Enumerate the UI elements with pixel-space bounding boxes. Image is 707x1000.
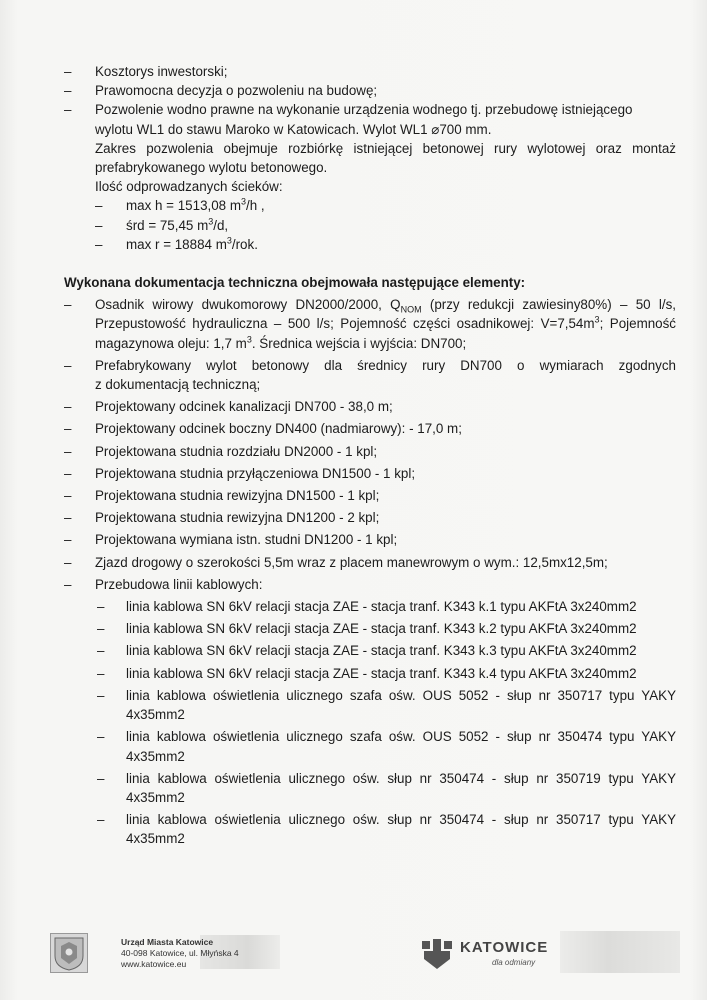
list-item: [64, 530, 676, 549]
dash-bullet: –: [64, 102, 72, 118]
permit-scope: Zakres pozwolenia obejmuje rozbiórkę istniejącej betonowej rury wylotowej oraz montaż prefabrykowanego wylotu betonowego.: [95, 140, 676, 176]
document-body: [64, 62, 676, 852]
superscript: 3: [208, 216, 214, 227]
list-item-text: Projektowany odcinek kanalizacji DN700 - 38,0 m;: [95, 399, 393, 415]
quantity-row: [64, 196, 676, 215]
dash-bullet: –: [64, 399, 72, 415]
cable-item-text: linia kablowa SN 6kV relacji stacja ZAE - stacja tranf. K343 k.4 typu AKFtA 3x240mm2: [126, 665, 637, 681]
wylot-line2: z dokumentacją techniczną;: [95, 377, 261, 393]
dash-bullet: –: [97, 770, 105, 786]
list-item-text: Przebudowa linii kablowych:: [95, 576, 263, 592]
cable-item-text: linia kablowa oświetlenia ulicznego ośw. słup nr 350474 - słup nr 350717 typu YAKY 4x35mm2: [126, 812, 676, 847]
dash-bullet: –: [95, 217, 103, 233]
list-item: [64, 508, 676, 527]
dash-bullet: –: [97, 812, 105, 828]
cable-item: [64, 641, 676, 660]
cable-item: [64, 727, 676, 765]
element-list: [64, 397, 676, 594]
dash-bullet: –: [97, 643, 105, 659]
list-item: [64, 575, 676, 594]
dash-bullet: –: [97, 599, 105, 615]
office-name: Urząd Miasta Katowice: [121, 937, 214, 947]
dash-bullet: –: [64, 421, 72, 437]
superscript: 3: [246, 334, 252, 345]
list-item: [64, 442, 676, 461]
dash-bullet: –: [64, 510, 72, 526]
cable-item-text: linia kablowa SN 6kV relacji stacja ZAE - stacja tranf. K343 k.2 typu AKFtA 3x240mm2: [126, 621, 637, 637]
quantity-label: Ilość odprowadzanych ścieków:: [95, 179, 283, 195]
katowice-logo-icon: [420, 937, 454, 971]
superscript: 3: [594, 314, 600, 325]
cable-item: [64, 769, 676, 807]
dash-bullet: –: [97, 665, 105, 681]
osadnik-text-a: Osadnik wirowy dwukomorowy DN2000/2000, Q: [95, 297, 401, 313]
cable-item-text: linia kablowa SN 6kV relacji stacja ZAE - stacja tranf. K343 k.1 typu AKFtA 3x240mm2: [126, 599, 637, 615]
list-item-text: Projektowana studnia rewizyjna DN1500 - 1 kpl;: [95, 488, 380, 504]
superscript: 3: [226, 235, 232, 246]
list-item: [64, 81, 676, 100]
dash-bullet: –: [97, 687, 105, 703]
list-item: [64, 553, 676, 572]
dash-bullet: –: [95, 198, 103, 214]
qmax-r-unit: /rok.: [231, 236, 258, 252]
superscript: 3: [241, 196, 247, 207]
dash-bullet: –: [64, 554, 72, 570]
list-item: [64, 62, 676, 81]
dash-bullet: –: [64, 83, 72, 99]
item-water-permit-line2: wylotu WL1 do stawu Maroko w Katowicach. Wylot WL1 ⌀700 mm.: [95, 121, 492, 137]
cable-item: [64, 597, 676, 616]
qsrd: śrd = 75,45 m: [126, 217, 209, 233]
list-item-text: Projektowana wymiana istn. studni DN1200 - 1 kpl;: [95, 532, 398, 548]
cable-item: [64, 686, 676, 724]
cable-item-text: linia kablowa oświetlenia ulicznego ośw. słup nr 350474 - słup nr 350719 typu YAKY 4x35mm2: [126, 770, 676, 805]
subscript-nom: NOM: [400, 304, 422, 315]
dash-bullet: –: [64, 465, 72, 481]
qmax-h-unit: /h ,: [246, 198, 265, 214]
list-item-text: Projektowana studnia przyłączeniowa DN1500 - 1 kpl;: [95, 465, 416, 481]
dash-bullet: –: [64, 488, 72, 504]
cable-item: [64, 664, 676, 683]
office-address-block: [121, 937, 239, 970]
dash-bullet: –: [95, 236, 103, 252]
list-item: [64, 419, 676, 438]
osadnik-text-c: ; Pojemność magazynowa oleju: 1,7 m: [95, 316, 677, 351]
dash-bullet: –: [64, 357, 72, 373]
brand-wordmark: KATOWICE: [460, 939, 549, 956]
section-heading: Wykonana dokumentacja techniczna obejmowała następujące elementy:: [64, 275, 526, 291]
qsrd-unit: /d,: [213, 217, 229, 233]
dash-bullet: –: [64, 576, 72, 592]
quantity-row: [64, 235, 676, 254]
dash-bullet: –: [64, 64, 72, 79]
dash-bullet: –: [64, 532, 72, 548]
quantity-row: [64, 216, 676, 235]
dash-bullet: –: [64, 443, 72, 459]
dash-bullet: –: [64, 297, 72, 313]
faded-stamp: [560, 931, 680, 973]
list-item: [64, 486, 676, 505]
list-item-osadnik: [64, 295, 676, 353]
list-item-text: Projektowana studnia rewizyjna DN1200 - 2 kpl;: [95, 510, 380, 526]
cable-item-text: linia kablowa oświetlenia ulicznego szafa ośw. OUS 5052 - słup nr 350717 typu YAKY 4x35mm2: [126, 687, 676, 723]
brand-tagline: dla odmiany: [492, 958, 536, 967]
office-address: 40-098 Katowice, ul. Młyńska 4: [121, 948, 239, 958]
item-water-permit-line1: Pozwolenie wodno prawne na wykonanie urządzenia wodnego tj. przebudowę istniejącego: [95, 102, 633, 118]
footer: [0, 925, 707, 1000]
office-web: www.katowice.eu: [121, 959, 187, 969]
cable-item-text: linia kablowa oświetlenia ulicznego szafa ośw. OUS 5052 - słup nr 350474 typu YAKY 4x35mm2: [126, 729, 676, 764]
dash-bullet: –: [97, 621, 105, 637]
list-item-text: Zjazd drogowy o szerokości 5,5m wraz z placem manewrowym o wym.: 12,5mx12,5m;: [95, 554, 608, 570]
osadnik-text-b: (przy redukcji zawiesiny80%) – 50 l/s, Przepustowość hydrauliczna – 500 l/s; Pojemność części osadnikowej: V=7,54m: [95, 297, 676, 332]
city-crest-icon: [50, 933, 88, 973]
qmax-h: max h = 1513,08 m: [126, 198, 242, 214]
list-item: [64, 464, 676, 483]
cable-item: [64, 619, 676, 638]
cable-item: [64, 810, 676, 848]
list-item-text: Projektowany odcinek boczny DN400 (nadmiarowy): - 17,0 m;: [95, 421, 462, 437]
dash-bullet: –: [97, 729, 105, 745]
item-cost-estimate: Kosztorys inwestorski;: [95, 64, 228, 79]
list-item: [64, 100, 676, 138]
qmax-r: max r = 18884 m: [126, 236, 227, 252]
cable-item-text: linia kablowa SN 6kV relacji stacja ZAE - stacja tranf. K343 k.3 typu AKFtA 3x240mm2: [126, 643, 637, 659]
list-item: [64, 397, 676, 416]
cable-list: [64, 597, 676, 848]
list-item-wylot: [64, 356, 676, 394]
item-building-permit: Prawomocna decyzja o pozwoleniu na budowę;: [95, 83, 378, 99]
list-item-text: Projektowana studnia rozdziału DN2000 - 1 kpl;: [95, 443, 378, 459]
osadnik-text-d: . Średnica wejścia i wyjścia: DN700;: [251, 335, 467, 351]
wylot-line1: Prefabrykowany wylot betonowy dla średnicy rury DN700 o wymiarach zgodnych: [95, 357, 676, 373]
